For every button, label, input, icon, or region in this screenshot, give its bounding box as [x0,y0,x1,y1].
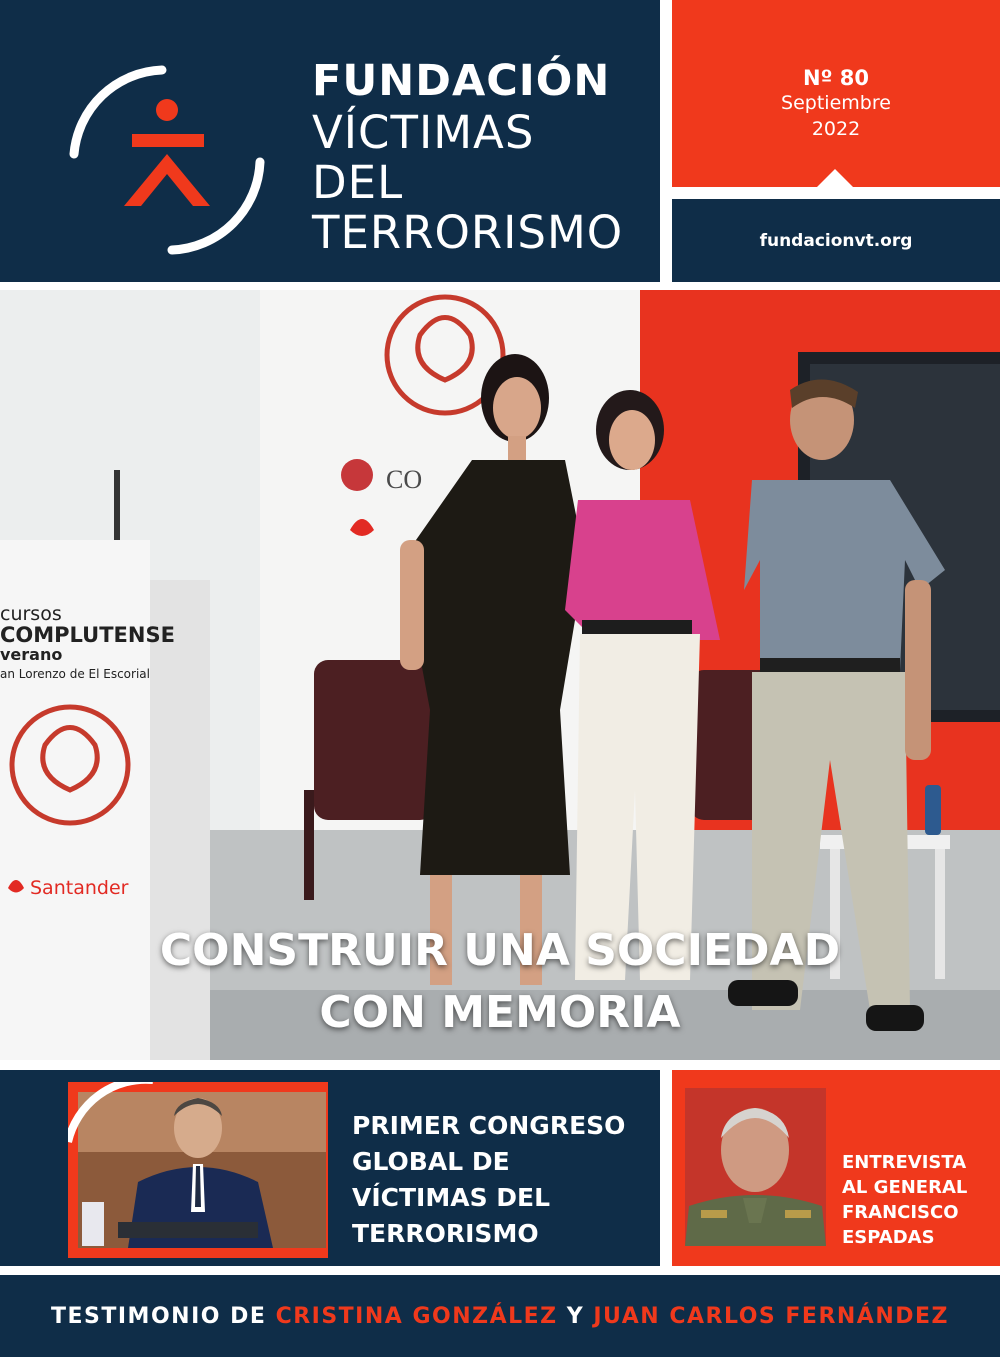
interview-title [842,1150,992,1250]
congress-line-3: VÍCTIMAS DEL [352,1183,551,1212]
congress-feature[interactable] [0,1070,660,1266]
congress-line-1: PRIMER CONGRESO [352,1111,626,1140]
issue-number: Nº 80 [803,66,869,90]
pointer-notch-icon [817,169,853,187]
interview-line-4: ESPADAS [842,1227,935,1248]
interview-line-3: FRANCISCO [842,1202,959,1223]
headline-line-2: CON MEMORIA [319,987,681,1038]
testimony-footer[interactable] [0,1275,1000,1357]
cover-headline[interactable] [0,920,1000,1044]
testimony-line [51,1304,949,1329]
brand-name [312,54,623,258]
testimony-prefix: TESTIMONIO DE [50,1303,276,1329]
podium-sponsor-text: Santander [30,877,129,899]
testimony-joiner: Y [557,1303,594,1329]
congress-title [352,1108,652,1252]
brand-line-fundacion: FUNDACIÓN [312,56,611,106]
masthead-panel [0,0,660,282]
issue-month: Septiembre [781,92,891,114]
website-box[interactable] [672,199,1000,282]
congress-line-4: TERRORISMO [352,1219,539,1248]
podium-text-verano: verano [0,645,63,664]
brand-line-victimas: VÍCTIMAS [312,106,535,159]
issue-year: 2022 [811,118,861,140]
podium-text-location: an Lorenzo de El Escorial [0,667,150,681]
foundation-logo-icon [62,58,272,268]
congress-speaker-photo [68,1082,328,1258]
issue-info-box [672,0,1000,187]
podium-text-complutense: COMPLUTENSE [0,623,175,647]
wall-university-text: CO [386,465,423,494]
brand-line-terrorismo: TERRORISMO [312,206,624,259]
podium-text-cursos: cursos [0,603,62,625]
testimony-name-2: JUAN CARLOS FERNÁNDEZ [593,1303,949,1329]
congress-line-2: GLOBAL DE [352,1147,510,1176]
testimony-name-1: CRISTINA GONZÁLEZ [275,1303,558,1329]
interview-feature[interactable] [672,1070,1000,1266]
website-link[interactable]: fundacionvt.org [759,230,913,251]
brand-line-del: DEL [312,156,404,209]
headline-line-1: CONSTRUIR UNA SOCIEDAD [159,925,841,976]
interview-line-1: ENTREVISTA [842,1152,967,1173]
general-portrait-photo [685,1088,826,1246]
interview-line-2: AL GENERAL [842,1177,968,1198]
